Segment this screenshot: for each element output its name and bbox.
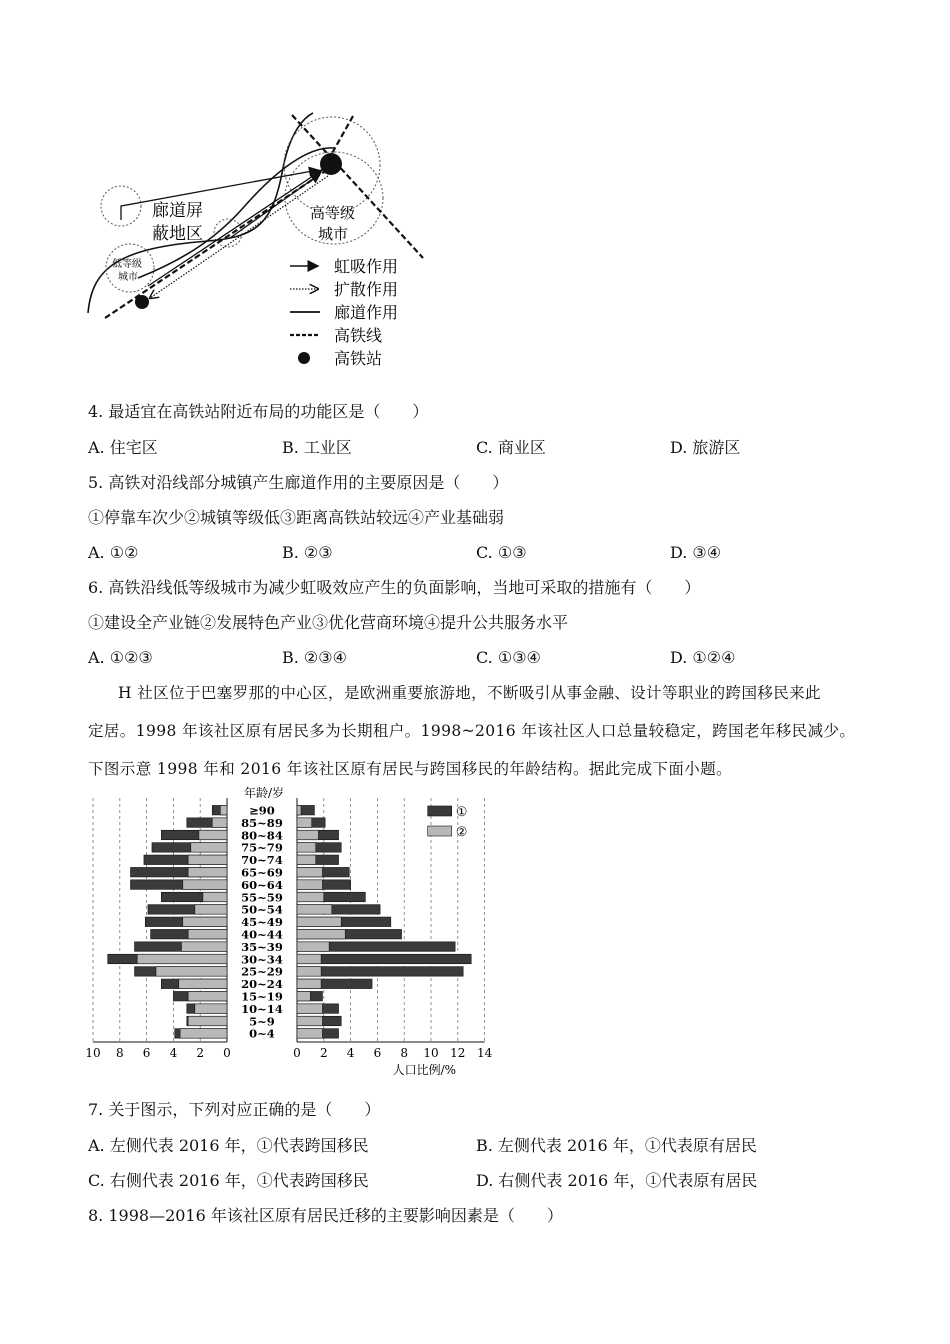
tick-label-left: 6 <box>142 1046 151 1060</box>
age-label: 50~54 <box>241 902 283 917</box>
age-label: 25~29 <box>241 964 283 979</box>
bar-left-series2 <box>188 855 227 865</box>
legend-rail: 高铁线 <box>334 326 383 345</box>
q6-option-d[interactable]: D. ①②④ <box>670 648 736 667</box>
legend-label-1: ① <box>455 805 468 820</box>
bar-left-series2 <box>220 805 227 815</box>
age-label: 65~69 <box>241 865 283 880</box>
legend-siphon: 虹吸作用 <box>334 257 399 276</box>
bar-left-series2 <box>188 867 227 877</box>
bar-right-series2 <box>297 954 321 964</box>
age-label: 55~59 <box>241 890 283 905</box>
q6-stem: 6. 高铁沿线低等级城市为减少虹吸效应产生的负面影响，当地可采取的措施有（ ） <box>88 578 701 597</box>
tick-label-right: 14 <box>476 1046 493 1060</box>
age-label: 60~64 <box>241 877 283 892</box>
tick-label-left: 10 <box>85 1046 101 1060</box>
legend-station: 高铁站 <box>334 349 383 368</box>
age-label: 40~44 <box>241 927 283 942</box>
bar-right-series2 <box>297 830 318 840</box>
bar-right-series2 <box>297 880 322 890</box>
bar-left-series2 <box>188 991 227 1001</box>
q5-option-c[interactable]: C. ①③ <box>476 543 527 562</box>
bar-left-series2 <box>195 1004 227 1014</box>
bar-left-series2 <box>195 905 227 915</box>
tick-label-right: 10 <box>423 1046 439 1060</box>
legend-label-2: ② <box>455 825 468 840</box>
legend-corridor: 廊道作用 <box>334 303 399 322</box>
q7-stem: 7. 关于图示，下列对应正确的是（ ） <box>88 1100 381 1119</box>
bar-left-series2 <box>203 892 227 902</box>
legend-swatch-1 <box>428 806 452 816</box>
bar-right-series1 <box>297 954 471 964</box>
q5-items: ①停靠车次少②城镇等级低③距离高铁站较远④产业基础弱 <box>88 508 505 527</box>
bar-right-series2 <box>297 855 316 865</box>
x-axis-label: 人口比例/% <box>392 1063 457 1077</box>
bar-left-series2 <box>183 917 227 927</box>
bar-right-series2 <box>297 917 341 927</box>
bar-left-series2 <box>188 1016 227 1026</box>
age-label: ≥90 <box>249 803 275 818</box>
tick-label-right: 2 <box>319 1046 328 1060</box>
q7-option-c[interactable]: C. 右侧代表 2016 年，①代表跨国移民 <box>88 1171 369 1190</box>
q5-option-a[interactable]: A. ①② <box>88 543 139 562</box>
q4-stem: 4. 最适宜在高铁站附近布局的功能区是（ ） <box>88 402 429 421</box>
q8-stem: 8. 1998—2016 年该社区原有居民迁移的主要影响因素是（ ） <box>88 1206 563 1225</box>
bar-right-series2 <box>297 1004 322 1014</box>
bar-left-series2 <box>191 843 227 853</box>
q6-option-b[interactable]: B. ②③④ <box>282 648 347 667</box>
high-city-label-2: 城市 <box>318 225 349 243</box>
q7-option-d[interactable]: D. 右侧代表 2016 年，①代表原有居民 <box>476 1171 758 1190</box>
chart-title: 年龄/岁 <box>243 786 285 800</box>
bar-right-series2 <box>297 805 301 815</box>
bar-right-series1 <box>297 967 463 977</box>
low-city-label-1: 低等级 <box>112 259 142 270</box>
q4-option-d[interactable]: D. 旅游区 <box>670 438 741 457</box>
bar-right-series2 <box>297 843 316 853</box>
bar-right-series2 <box>297 905 332 915</box>
q5-option-b[interactable]: B. ②③ <box>282 543 333 562</box>
low-city-station <box>135 295 149 309</box>
bar-right-series2 <box>297 979 321 989</box>
age-label: 45~49 <box>241 915 283 930</box>
bar-right-series2 <box>297 929 345 939</box>
bar-right-series2 <box>297 942 329 952</box>
bar-left-series2 <box>188 929 227 939</box>
corridor-label-2: 蔽地区 <box>152 224 203 244</box>
q4-option-b[interactable]: B. 工业区 <box>282 438 352 457</box>
bar-left-series2 <box>179 979 227 989</box>
tick-label-right: 12 <box>450 1046 466 1060</box>
high-city-label-1: 高等级 <box>310 204 356 222</box>
age-label: 70~74 <box>241 853 283 868</box>
age-label: 85~89 <box>241 815 283 830</box>
passage-line-3: 下图示意 1998 年和 2016 年该社区原有居民与跨国移民的年龄结构。据此完成下面小题。 <box>88 760 733 778</box>
bar-right-series2 <box>297 892 324 902</box>
bar-left-series2 <box>180 1029 227 1039</box>
tick-label-right: 0 <box>293 1046 301 1060</box>
bar-right-series2 <box>297 1029 322 1039</box>
q7-option-b[interactable]: B. 左侧代表 2016 年，①代表原有居民 <box>476 1136 757 1155</box>
age-label: 75~79 <box>241 840 283 855</box>
age-label: 80~84 <box>241 828 283 843</box>
tick-label-left: 2 <box>196 1046 205 1060</box>
bar-left-series2 <box>199 830 227 840</box>
bar-right-series2 <box>297 991 310 1001</box>
age-label: 0~4 <box>249 1026 275 1041</box>
tick-label-right: 4 <box>346 1046 355 1060</box>
q6-items: ①建设全产业链②发展特色产业③优化营商环境④提升公共服务水平 <box>88 613 569 632</box>
bar-right-series2 <box>297 867 322 877</box>
age-label: 35~39 <box>241 939 283 954</box>
age-label: 15~19 <box>241 989 283 1004</box>
bar-left-series2 <box>183 880 227 890</box>
legend-swatch-2 <box>428 826 452 836</box>
bar-right-series2 <box>297 1016 322 1026</box>
bar-left-series2 <box>156 967 227 977</box>
q5-stem: 5. 高铁对沿线部分城镇产生廊道作用的主要原因是（ ） <box>88 473 509 492</box>
tick-label-left: 8 <box>115 1046 124 1060</box>
q5-option-d[interactable]: D. ③④ <box>670 543 722 562</box>
tick-label-right: 8 <box>400 1046 409 1060</box>
bar-left-series2 <box>181 942 227 952</box>
high-city-station <box>320 153 342 175</box>
q4-option-a[interactable]: A. 住宅区 <box>88 438 158 457</box>
age-label: 10~14 <box>241 1001 283 1016</box>
bar-right-series2 <box>297 967 321 977</box>
age-label: 5~9 <box>249 1014 275 1029</box>
q6-option-a[interactable]: A. ①②③ <box>88 648 153 667</box>
corridor-label-1: 廊道屏 <box>152 201 203 221</box>
legend-diffusion: 扩散作用 <box>334 280 399 299</box>
diagram-legend <box>290 257 398 368</box>
passage-line-2: 定居。1998 年该社区原有居民多为长期租户。1998~2016 年该社区人口总量较稳定，跨国老年移民减少。 <box>88 722 856 740</box>
age-label: 20~24 <box>241 977 283 992</box>
tick-label-left: 0 <box>223 1046 231 1060</box>
tick-label-right: 6 <box>373 1046 382 1060</box>
q4-option-c[interactable]: C. 商业区 <box>476 438 546 457</box>
q7-option-a[interactable]: A. 左侧代表 2016 年，①代表跨国移民 <box>88 1136 369 1155</box>
tick-label-left: 4 <box>169 1046 178 1060</box>
passage-line-1: H 社区位于巴塞罗那的中心区，是欧洲重要旅游地，不断吸引从事金融、设计等职业的跨国移民来此 <box>118 684 821 702</box>
bar-left-series2 <box>137 954 227 964</box>
q6-option-c[interactable]: C. ①③④ <box>476 648 541 667</box>
rail-effect-diagram <box>78 108 438 376</box>
age-label: 30~34 <box>241 952 283 967</box>
bar-left-series2 <box>212 818 227 828</box>
low-city-label-2: 城市 <box>118 272 138 283</box>
population-pyramid-chart <box>80 784 493 1080</box>
bar-right-series2 <box>297 818 312 828</box>
